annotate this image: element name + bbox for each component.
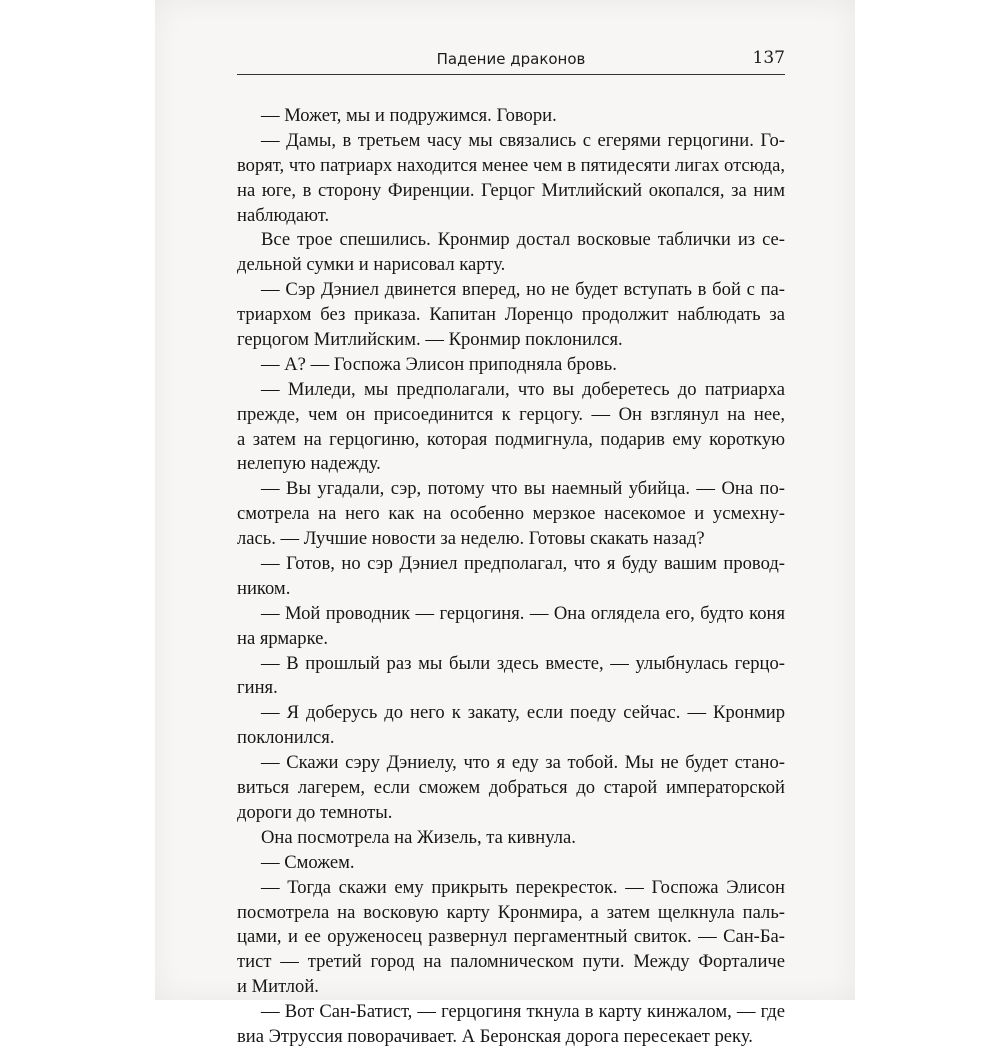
text-line: а затем на герцогиню, которая подмигнула, подарив ему короткую bbox=[237, 428, 785, 450]
text-line: — Миледи, мы предполагали, что вы доберетесь до патриарха bbox=[261, 378, 785, 400]
text-line: — Тогда скажи ему прикрыть перекресток. — Госпожа Элисон bbox=[261, 876, 785, 898]
text-line: — Готов, но сэр Дэниел предполагал, что я буду вашим провод- bbox=[261, 553, 785, 575]
text-line: — Вы угадали, сэр, потому что вы наемный убийца. — Она по- bbox=[261, 478, 785, 500]
text-line: триархом без приказа. Капитан Лоренцо продолжит наблюдать за bbox=[237, 304, 785, 326]
text-line: — Дамы, в третьем часу мы связались с егерями герцогини. Го- bbox=[261, 129, 785, 151]
page-header bbox=[237, 46, 785, 75]
text-line: дороги до темноты. bbox=[237, 801, 393, 823]
running-title: Падение драконов bbox=[436, 50, 586, 68]
text-line: посмотрела на восковую карту Кронмира, а затем щелкнула паль- bbox=[237, 901, 785, 923]
text-line: — А? — Госпожа Элисон приподняла бровь. bbox=[261, 353, 617, 375]
text-line: тист — третий город на паломническом пути. Между Форталиче bbox=[237, 951, 785, 973]
text-line: на ярмарке. bbox=[237, 627, 329, 649]
text-line: — Я доберусь до него к закату, если поеду сейчас. — Кронмир bbox=[261, 702, 785, 724]
text-line: наблюдают. bbox=[237, 204, 330, 226]
text-line: — Может, мы и подружимся. Говори. bbox=[261, 105, 557, 126]
text-line: на юге, в сторону Фиренции. Герцог Митлийский окопался, за ним bbox=[237, 179, 785, 201]
text-line: гиня. bbox=[237, 677, 278, 699]
text-line: дельной сумки и нарисовал карту. bbox=[237, 254, 506, 276]
text-line: прежде, чем он присоединится к герцогу. — Он взглянул на нее, bbox=[237, 403, 785, 425]
text-line: виа Этруссия поворачивает. А Беронская дорога пересекает реку. bbox=[237, 1025, 753, 1047]
text-line: нелепую надежду. bbox=[237, 453, 381, 475]
text-line: виться лагерем, если сможем добраться до старой императорской bbox=[237, 777, 785, 799]
text-line: ником. bbox=[237, 577, 291, 599]
body-text bbox=[237, 104, 785, 1050]
text-line: поклонился. bbox=[237, 727, 335, 749]
text-line: цами, и ее оруженосец развернул пергаментный свиток. — Сан-Ба- bbox=[237, 926, 785, 948]
text-line: — Вот Сан-Батист, — герцогиня ткнула в карту кинжалом, — где bbox=[261, 1001, 785, 1023]
text-line: — Сможем. bbox=[261, 851, 355, 873]
text-line: лась. — Лучшие новости за неделю. Готовы скакать назад? bbox=[237, 528, 705, 550]
text-line: и Митлой. bbox=[237, 976, 319, 998]
text-line: — Сэр Дэниел двинется вперед, но не будет вступать в бой с па- bbox=[261, 279, 785, 301]
text-line: смотрела на него как на особенно мерзкое насекомое и усмехну- bbox=[237, 503, 785, 525]
text-line: ворят, что патриарх находится менее чем в пятидесяти лигах отсюда, bbox=[237, 154, 785, 176]
text-line: — В прошлый раз мы были здесь вместе, — улыбнулась герцо- bbox=[261, 652, 785, 674]
text-line: — Скажи сэру Дэниелу, что я еду за тобой. Мы не будет стано- bbox=[261, 752, 785, 774]
text-line: — Мой проводник — герцогиня. — Она оглядела его, будто коня bbox=[261, 602, 785, 624]
text-line: Она посмотрела на Жизель, та кивнула. bbox=[261, 826, 576, 848]
page-number: 137 bbox=[752, 48, 785, 68]
text-line: герцогом Митлийским. — Кронмир поклонился. bbox=[237, 329, 623, 351]
text-line: Все трое спешились. Кронмир достал восковые таблички из се- bbox=[261, 229, 785, 251]
